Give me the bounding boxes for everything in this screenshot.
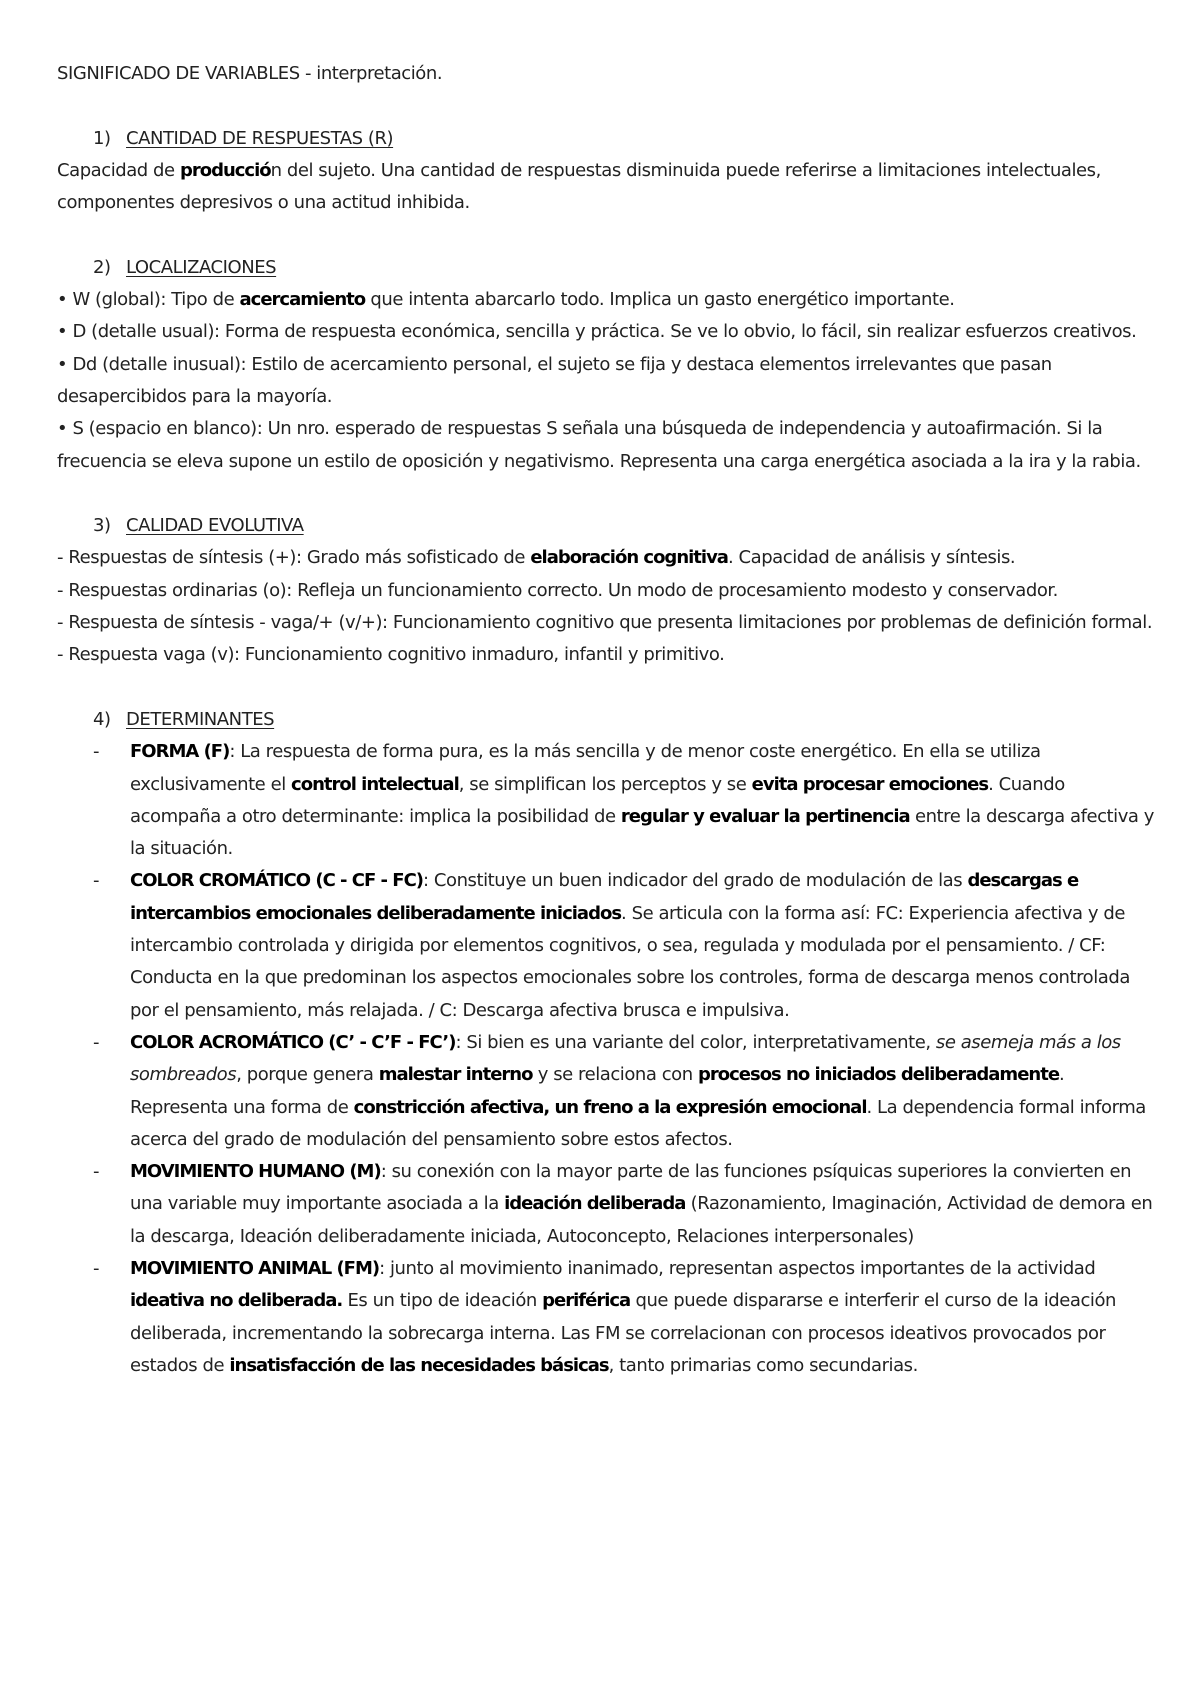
- spacer: [57, 672, 1160, 704]
- list-dash: -: [93, 1161, 100, 1183]
- list-item-movimiento-humano: [57, 1156, 1160, 1253]
- bold-text: elaboración cognitiva: [530, 547, 728, 569]
- item-heading: MOVIMIENTO ANIMAL (FM): [130, 1257, 380, 1279]
- spacer: [57, 219, 1160, 251]
- bullet-dd: • Dd (detalle inusual): Estilo de acercamiento personal, el sujeto se fija y destaca elementos irrelevantes que pasan desapercibidos para la mayoría.: [57, 353, 1052, 407]
- text-run: (Razonamiento, Imaginación, Actividad de demora en la descarga, Ideación deliberadamente iniciada, Autoconcepto, Relaciones interpersonales): [130, 1193, 1153, 1247]
- determinantes-list: [57, 736, 1160, 1382]
- section-heading-determinantes: [57, 704, 1160, 736]
- text-run: y se relaciona con: [532, 1064, 698, 1086]
- bold-text: acercamiento: [239, 289, 366, 311]
- text-run: : junto al movimiento inanimado, representan aspectos importantes de la actividad: [379, 1257, 1096, 1279]
- spacer: [57, 478, 1160, 510]
- bold-text: evita procesar emociones: [751, 773, 989, 795]
- text-run: , tanto primarias como secundarias.: [608, 1354, 918, 1376]
- text-run: Capacidad de: [57, 159, 180, 181]
- list-dash: -: [93, 1031, 100, 1053]
- spacer: [57, 90, 1160, 122]
- text-run: : La respuesta de forma pura, es la más sencilla y de menor coste energético. En ella se utiliza exclusivamente el: [130, 741, 1041, 795]
- section-number: 4): [93, 708, 111, 730]
- section-heading-cantidad: [57, 123, 1160, 155]
- item-sintesis-vaga: - Respuesta de síntesis - vaga/+ (v/+): Funcionamiento cognitivo que presenta limitaciones por problemas de definición formal.: [57, 612, 1153, 634]
- bullet-w: [57, 284, 1160, 316]
- list-dash: -: [93, 870, 100, 892]
- text-run: que puede dispararse e interferir el curso de la ideación deliberada, incrementando la sobrecarga interna. Las FM se correlacionan con procesos ideativos provocados por estados de: [130, 1290, 1116, 1376]
- item-vaga: - Respuesta vaga (v): Funcionamiento cognitivo inmaduro, infantil y primitivo.: [57, 644, 725, 666]
- list-item-color-acromatico: [57, 1027, 1160, 1156]
- bold-text: regular y evaluar la pertinencia: [620, 805, 910, 827]
- bold-text: constricción afectiva, un freno a la expresión emocional: [353, 1096, 867, 1118]
- text-run: que intenta abarcarlo todo. Implica un gasto energético importante.: [365, 289, 955, 311]
- text-run: , porque genera: [236, 1064, 379, 1086]
- bullet-d: • D (detalle usual): Forma de respuesta económica, sencilla y práctica. Se ve lo obvio, lo fácil, sin realizar esfuerzos creativos.: [57, 321, 1137, 343]
- list-item-color-cromatico: [57, 865, 1160, 1026]
- item-ordinarias: - Respuestas ordinarias (o): Refleja un funcionamiento correcto. Un modo de procesamiento modesto y conservador.: [57, 579, 1058, 601]
- text-run: . La dependencia formal informa acerca del grado de modulación del pensamiento sobre estos afectos.: [130, 1096, 1146, 1150]
- text-run: : Si bien es una variante del color, interpretativamente,: [455, 1031, 936, 1053]
- italic-text: se asemeja más a los sombreados: [130, 1031, 1121, 1086]
- item-sintesis: [57, 542, 1160, 574]
- section-heading-calidad: [57, 510, 1160, 542]
- bold-text: malestar interno: [378, 1064, 533, 1086]
- item-heading: FORMA (F): [130, 741, 230, 763]
- bold-text: control intelectual: [291, 773, 459, 795]
- section-number: 1): [93, 127, 111, 149]
- bold-text: procesos no iniciados deliberadamente: [697, 1064, 1060, 1086]
- bold-text: ideativa no deliberada.: [130, 1290, 343, 1312]
- list-item-forma: [57, 736, 1160, 865]
- bold-text: periférica: [542, 1290, 631, 1312]
- text-run: . Cuando acompaña a otro determinante: implica la posibilidad de: [130, 773, 1065, 827]
- bold-text: descargas e intercambios emocionales deliberadamente iniciados: [130, 870, 1079, 924]
- section-title: CALIDAD EVOLUTIVA: [126, 515, 304, 537]
- list-dash: -: [93, 1257, 100, 1279]
- text-run: . Representa una forma de: [130, 1064, 1065, 1118]
- text-run: . Capacidad de análisis y síntesis.: [727, 547, 1016, 569]
- list-item-movimiento-animal: [57, 1253, 1160, 1382]
- item-heading: MOVIMIENTO HUMANO (M): [130, 1161, 381, 1183]
- text-run: • W (global): Tipo de: [57, 289, 240, 311]
- text-run: . Se articula con la forma así: FC: Experiencia afectiva y de intercambio controlada y dirigida por elementos cognitivos, o sea, regulada y modulada por el pensamiento. / CF: Conducta en la que predominan los aspectos emocionales sobre los controles, forma de descarga menos controlada por el pensamiento, más relajada. / C: Descarga afectiva brusca e impulsiva.: [130, 902, 1130, 1021]
- bold-text: ideación deliberada: [504, 1193, 686, 1215]
- text-run: Es un tipo de ideación: [342, 1290, 543, 1312]
- paragraph-cantidad: [57, 155, 1160, 220]
- item-heading: COLOR CROMÁTICO (C - CF - FC): [130, 870, 424, 892]
- section-title: DETERMINANTES: [126, 708, 275, 730]
- section-number: 2): [93, 256, 111, 278]
- text-run: : su conexión con la mayor parte de las funciones psíquicas superiores la convierten en una variable muy importante asociada a la: [130, 1161, 1132, 1215]
- section-title: LOCALIZACIONES: [126, 256, 277, 278]
- section-heading-localizaciones: [57, 252, 1160, 284]
- document-title: SIGNIFICADO DE VARIABLES - interpretación.: [57, 63, 443, 84]
- bullet-s: • S (espacio en blanco): Un nro. esperado de respuestas S señala una búsqueda de independencia y autoafirmación. Si la frecuencia se eleva supone un estilo de oposición y negativismo. Representa una carga energética asociada a la ira y la rabia.: [57, 418, 1141, 472]
- text-run: - Respuestas de síntesis (+): Grado más sofisticado de: [57, 547, 531, 569]
- bold-text: producció: [179, 159, 271, 181]
- section-title: CANTIDAD DE RESPUESTAS (R): [126, 127, 394, 149]
- section-number: 3): [93, 515, 111, 537]
- text-run: n del sujeto. Una cantidad de respuestas disminuida puede referirse a limitaciones intelectuales, componentes depresivos o una actitud inhibida.: [57, 159, 1101, 214]
- item-heading: COLOR ACROMÁTICO (C’ - C’F - FC’): [130, 1031, 456, 1053]
- bold-text: insatisfacción de las necesidades básicas: [229, 1354, 609, 1376]
- list-dash: -: [93, 741, 100, 763]
- text-run: entre la descarga afectiva y la situación.: [130, 805, 1154, 860]
- text-run: , se simplifican los perceptos y se: [458, 773, 752, 795]
- text-run: : Constituye un buen indicador del grado de modulación de las: [423, 870, 968, 892]
